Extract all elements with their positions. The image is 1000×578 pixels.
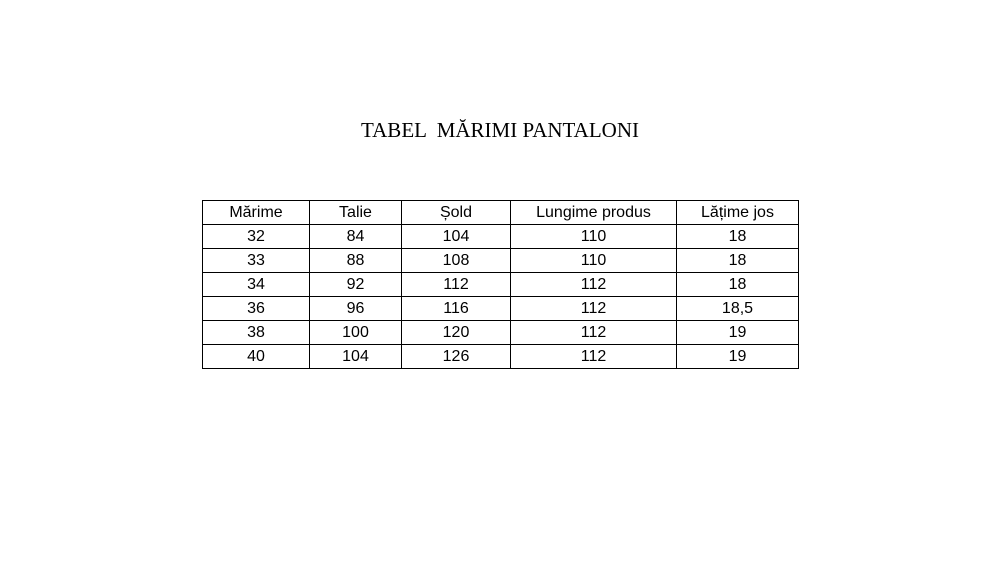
table-row — [203, 225, 799, 249]
header-hip: Șold — [402, 201, 511, 225]
cell-hip: 120 — [402, 321, 511, 345]
cell-size: 36 — [203, 297, 310, 321]
table-row — [203, 345, 799, 369]
header-bottom-width: Lățime jos — [677, 201, 799, 225]
table-row — [203, 297, 799, 321]
size-table — [202, 200, 799, 369]
header-length: Lungime produs — [511, 201, 677, 225]
cell-length: 112 — [511, 321, 677, 345]
cell-size: 33 — [203, 249, 310, 273]
cell-hip: 116 — [402, 297, 511, 321]
cell-waist: 88 — [310, 249, 402, 273]
cell-bottom-width: 18,5 — [677, 297, 799, 321]
cell-bottom-width: 18 — [677, 273, 799, 297]
cell-length: 112 — [511, 273, 677, 297]
cell-length: 112 — [511, 345, 677, 369]
cell-waist: 104 — [310, 345, 402, 369]
cell-bottom-width: 18 — [677, 249, 799, 273]
cell-hip: 126 — [402, 345, 511, 369]
cell-waist: 100 — [310, 321, 402, 345]
document-title: TABEL MĂRIMI PANTALONI — [361, 118, 639, 142]
cell-size: 32 — [203, 225, 310, 249]
cell-hip: 104 — [402, 225, 511, 249]
cell-size: 38 — [203, 321, 310, 345]
table-header-row — [203, 201, 799, 225]
table-row — [203, 321, 799, 345]
cell-waist: 84 — [310, 225, 402, 249]
cell-length: 112 — [511, 297, 677, 321]
table-row — [203, 273, 799, 297]
header-size: Mărime — [203, 201, 310, 225]
cell-waist: 92 — [310, 273, 402, 297]
table-row — [203, 249, 799, 273]
cell-length: 110 — [511, 225, 677, 249]
cell-length: 110 — [511, 249, 677, 273]
cell-hip: 112 — [402, 273, 511, 297]
cell-bottom-width: 19 — [677, 345, 799, 369]
header-waist: Talie — [310, 201, 402, 225]
cell-bottom-width: 19 — [677, 321, 799, 345]
cell-size: 34 — [203, 273, 310, 297]
cell-size: 40 — [203, 345, 310, 369]
cell-bottom-width: 18 — [677, 225, 799, 249]
cell-hip: 108 — [402, 249, 511, 273]
cell-waist: 96 — [310, 297, 402, 321]
